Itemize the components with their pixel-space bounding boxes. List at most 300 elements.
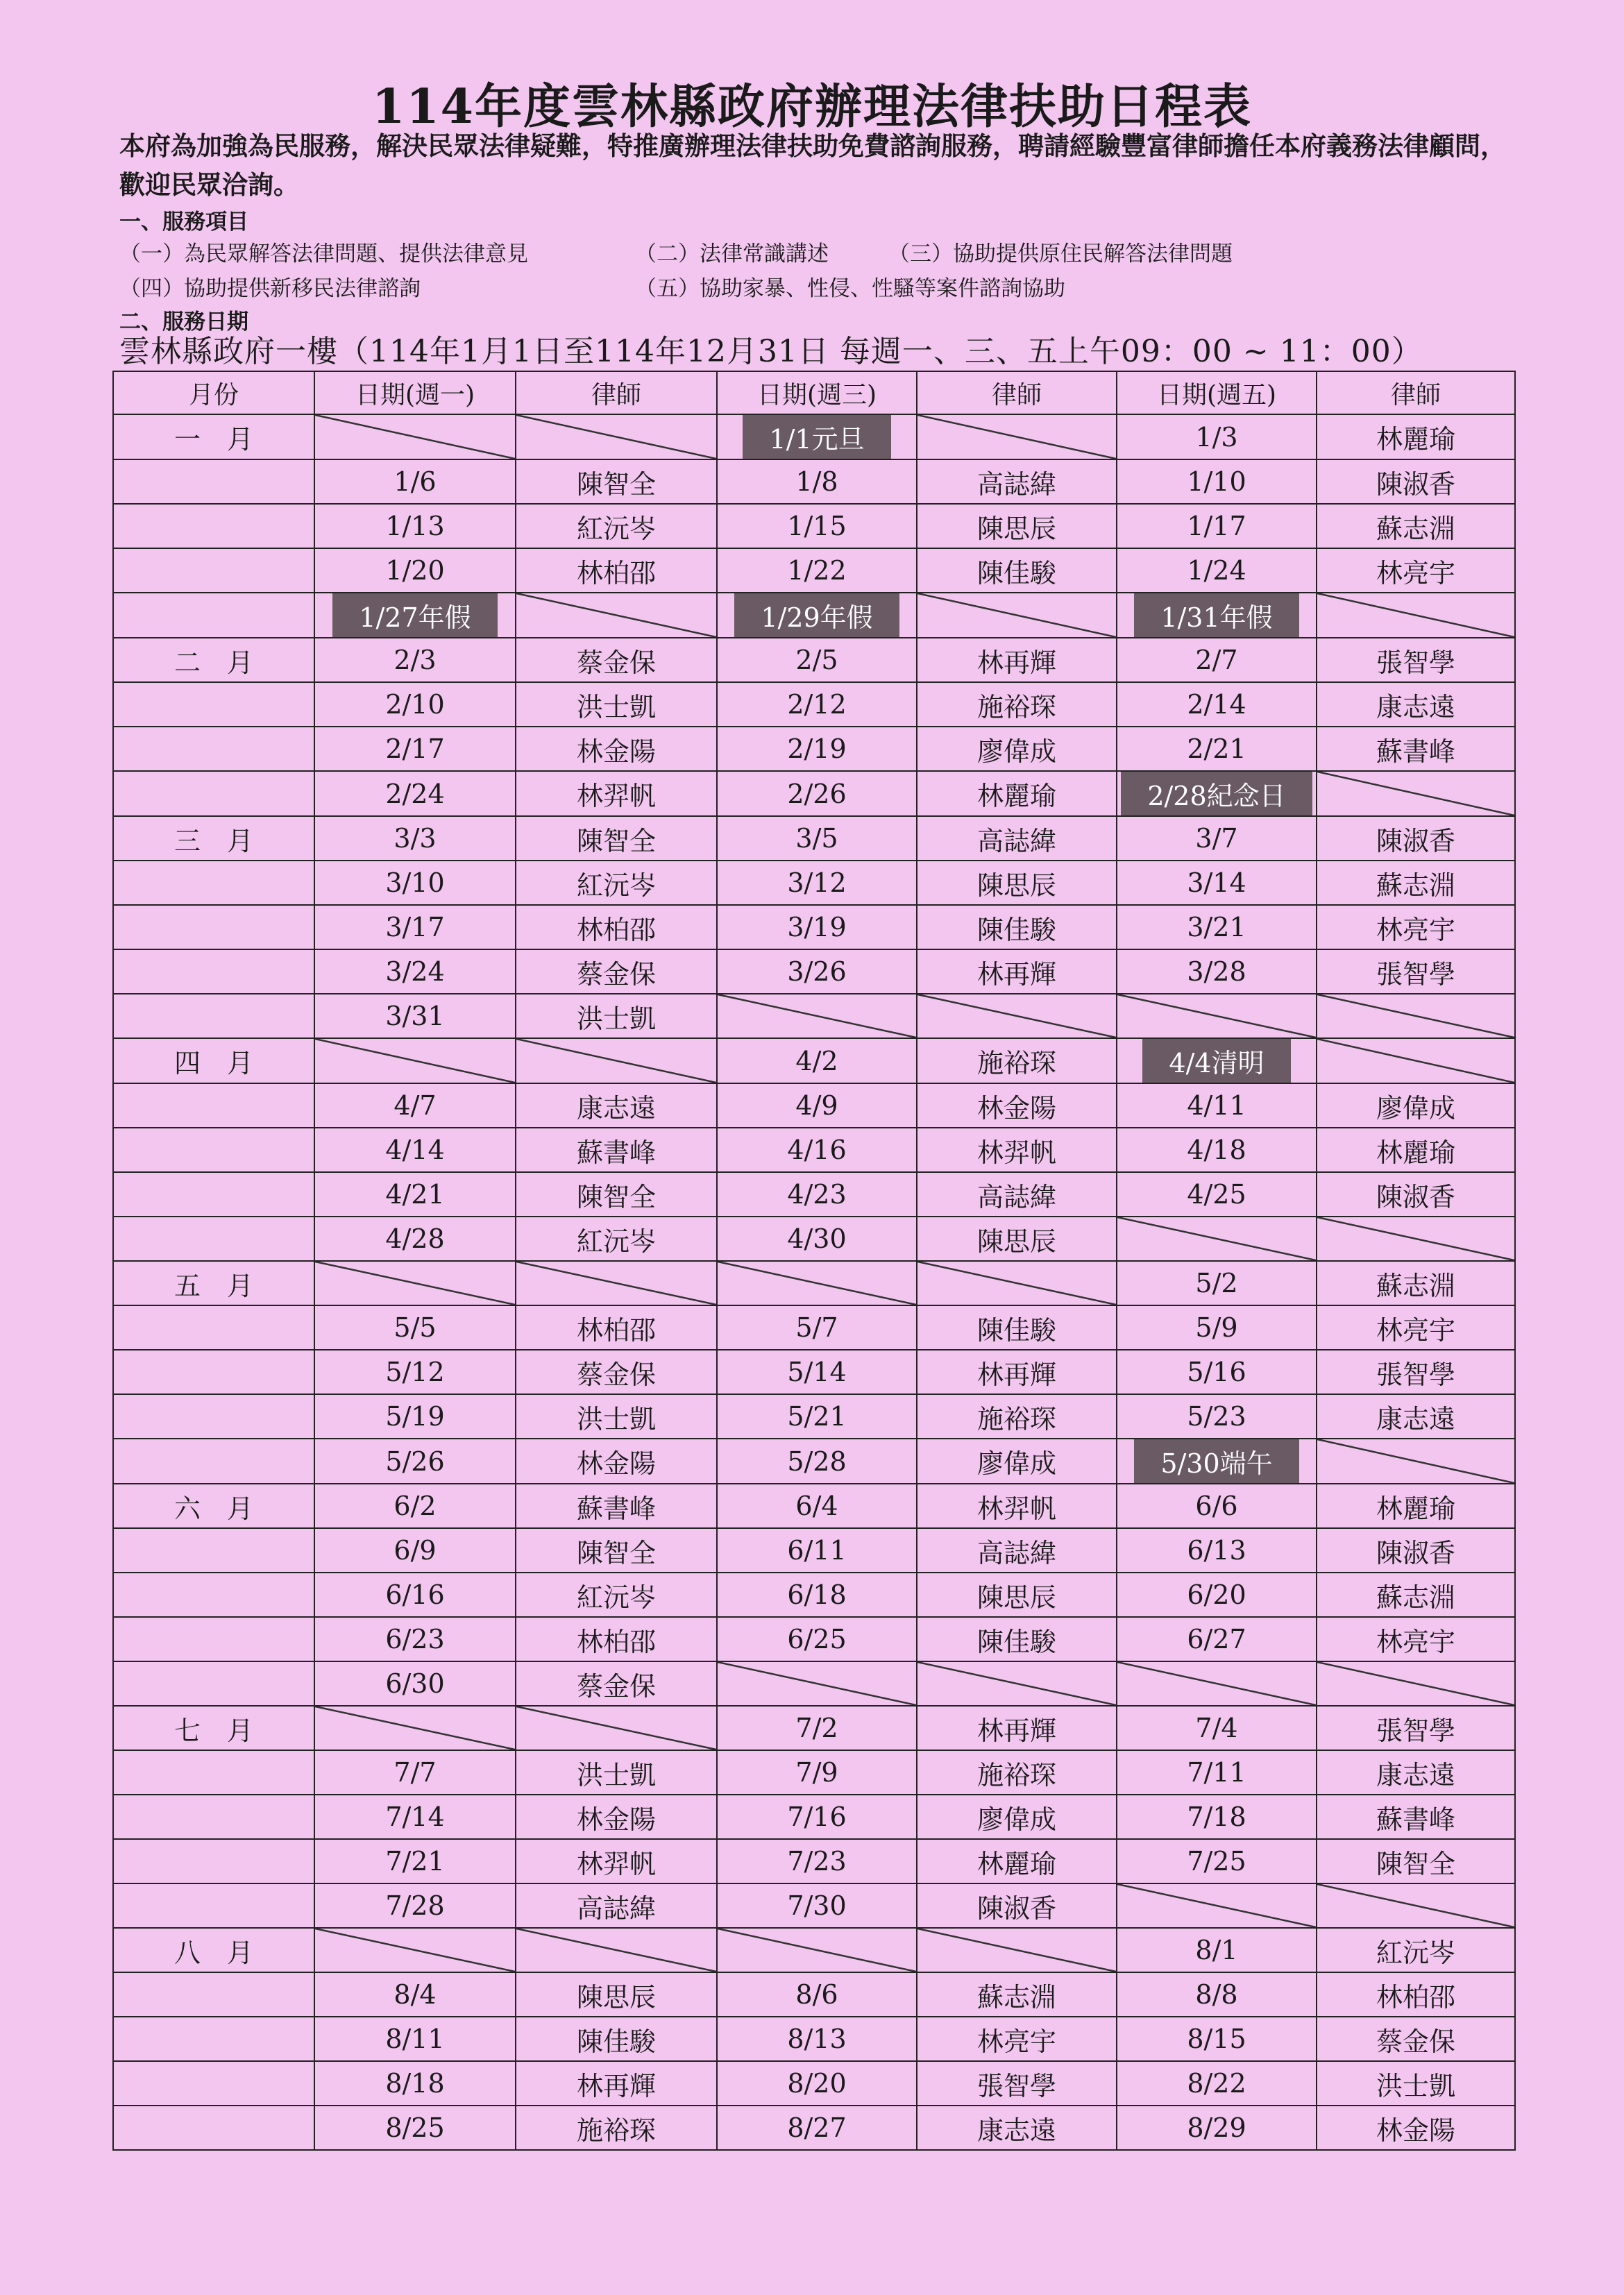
- lawyer-wed-cell: 張智學: [917, 2061, 1117, 2106]
- lawyer-fri-cell: 蘇志淵: [1317, 1261, 1515, 1305]
- lawyer-mon-cell: 林柏邵: [516, 905, 717, 949]
- date-mon-cell: 6/9: [314, 1528, 516, 1573]
- holiday-label: 4/4清明: [1142, 1039, 1290, 1083]
- lawyer-mon-cell: 高誌緯: [516, 1883, 717, 1928]
- empty-slash-cell: [1317, 593, 1515, 638]
- service-item-5: （五）協助家暴、性侵、性騷等案件諮詢協助: [635, 276, 1065, 301]
- date-wed-cell: 3/19: [717, 905, 917, 949]
- lawyer-mon-cell: 陳佳駿: [516, 2017, 717, 2061]
- lawyer-wed-cell: 陳佳駿: [917, 1305, 1117, 1350]
- date-wed-cell: 4/30: [717, 1217, 917, 1261]
- date-mon-cell: 2/10: [314, 682, 516, 727]
- lawyer-wed-cell: 高誌緯: [917, 459, 1117, 504]
- month-cell: [113, 1661, 314, 1706]
- empty-slash-cell: [1117, 1217, 1317, 1261]
- table-row: [113, 949, 1515, 994]
- date-mon-cell: 3/3: [314, 816, 516, 861]
- empty-slash-cell: [1317, 1217, 1515, 1261]
- empty-slash-cell: [314, 1261, 516, 1305]
- month-cell: [113, 1350, 314, 1394]
- date-wed-cell: 4/23: [717, 1172, 917, 1217]
- lawyer-wed-cell: 陳思辰: [917, 861, 1117, 905]
- date-fri-cell: 5/23: [1117, 1394, 1317, 1439]
- empty-slash-cell: [516, 1706, 717, 1750]
- lawyer-mon-cell: 林柏邵: [516, 1305, 717, 1350]
- date-fri-cell: 8/29: [1117, 2106, 1317, 2150]
- table-row: [113, 638, 1515, 682]
- date-mon-cell: 3/31: [314, 994, 516, 1038]
- date-mon-cell: 6/2: [314, 1484, 516, 1528]
- lawyer-mon-cell: 蔡金保: [516, 638, 717, 682]
- month-cell: [113, 1972, 314, 2017]
- section-service-dates: 二、服務日期: [119, 310, 248, 334]
- lawyer-fri-cell: 康志遠: [1317, 1394, 1515, 1439]
- table-row: [113, 905, 1515, 949]
- date-mon-cell: 2/17: [314, 727, 516, 771]
- table-row: [113, 2106, 1515, 2150]
- lawyer-wed-cell: 廖偉成: [917, 727, 1117, 771]
- month-cell: 六 月: [113, 1484, 314, 1528]
- date-wed-cell: 2/12: [717, 682, 917, 727]
- date-fri-cell: 3/21: [1117, 905, 1317, 949]
- date-mon-cell: 6/23: [314, 1617, 516, 1661]
- lawyer-fri-cell: 陳淑香: [1317, 1528, 1515, 1573]
- table-row: [113, 1706, 1515, 1750]
- date-fri-cell: 6/20: [1117, 1573, 1317, 1617]
- empty-slash-cell: [1117, 1883, 1317, 1928]
- empty-slash-cell: [1117, 994, 1317, 1038]
- holiday-label: 1/31年假: [1134, 593, 1299, 637]
- table-row: [113, 1928, 1515, 1972]
- date-mon-cell: 1/20: [314, 548, 516, 593]
- month-cell: [113, 2106, 314, 2150]
- service-item-2: （二）法律常識講述: [635, 242, 829, 266]
- empty-slash-cell: [1317, 771, 1515, 816]
- lawyer-wed-cell: 高誌緯: [917, 1528, 1117, 1573]
- date-mon-cell: 7/28: [314, 1883, 516, 1928]
- lawyer-mon-cell: 蔡金保: [516, 1350, 717, 1394]
- lawyer-fri-cell: 康志遠: [1317, 682, 1515, 727]
- empty-slash-cell: [1117, 1661, 1317, 1706]
- month-cell: [113, 1439, 314, 1484]
- month-cell: [113, 593, 314, 638]
- month-cell: [113, 1172, 314, 1217]
- empty-slash-cell: [917, 994, 1117, 1038]
- lawyer-wed-cell: 陳思辰: [917, 1573, 1117, 1617]
- lawyer-wed-cell: 林麗瑜: [917, 1839, 1117, 1883]
- month-cell: [113, 1795, 314, 1839]
- lawyer-wed-cell: 林羿帆: [917, 1128, 1117, 1172]
- date-wed-cell: 2/19: [717, 727, 917, 771]
- holiday-label: 2/28紀念日: [1121, 772, 1312, 815]
- empty-slash-cell: [516, 1038, 717, 1083]
- date-mon-cell: 5/26: [314, 1439, 516, 1484]
- lawyer-fri-cell: 康志遠: [1317, 1750, 1515, 1795]
- date-fri-cell: 7/18: [1117, 1795, 1317, 1839]
- date-wed-cell: 1/22: [717, 548, 917, 593]
- lawyer-mon-cell: 林金陽: [516, 1439, 717, 1484]
- lawyer-mon-cell: 施裕琛: [516, 2106, 717, 2150]
- date-mon-cell: 5/5: [314, 1305, 516, 1350]
- lawyer-fri-cell: 張智學: [1317, 1706, 1515, 1750]
- date-mon-cell: 4/21: [314, 1172, 516, 1217]
- lawyer-mon-cell: 蔡金保: [516, 949, 717, 994]
- date-mon-cell: 4/14: [314, 1128, 516, 1172]
- service-place-time: 雲林縣政府一樓（114年1月1日至114年12月31日 每週一、三、五上午09：00 ~ 11：00）: [119, 334, 1423, 369]
- date-fri-cell: 4/25: [1117, 1172, 1317, 1217]
- lawyer-wed-cell: 陳思辰: [917, 504, 1117, 548]
- empty-slash-cell: [1317, 1883, 1515, 1928]
- empty-slash-cell: [314, 414, 516, 459]
- lawyer-fri-cell: 林麗瑜: [1317, 1484, 1515, 1528]
- table-row: [113, 1617, 1515, 1661]
- holiday-cell: [1117, 1439, 1317, 1484]
- lawyer-mon-cell: 蘇書峰: [516, 1484, 717, 1528]
- month-cell: [113, 504, 314, 548]
- month-cell: [113, 1839, 314, 1883]
- table-row: [113, 1883, 1515, 1928]
- lawyer-fri-cell: 張智學: [1317, 1350, 1515, 1394]
- lawyer-mon-cell: 紅沅岑: [516, 1217, 717, 1261]
- date-fri-cell: 3/28: [1117, 949, 1317, 994]
- lawyer-fri-cell: 洪士凱: [1317, 2061, 1515, 2106]
- table-row: [113, 816, 1515, 861]
- date-mon-cell: 8/11: [314, 2017, 516, 2061]
- date-fri-cell: 1/10: [1117, 459, 1317, 504]
- date-wed-cell: 3/12: [717, 861, 917, 905]
- lawyer-wed-cell: 林麗瑜: [917, 771, 1117, 816]
- date-fri-cell: 6/27: [1117, 1617, 1317, 1661]
- header-date-wed: 日期(週三): [717, 371, 917, 414]
- header-lawyer-wed: 律師: [917, 371, 1117, 414]
- table-row: [113, 1038, 1515, 1083]
- header-date-mon: 日期(週一): [314, 371, 516, 414]
- lawyer-wed-cell: 施裕琛: [917, 682, 1117, 727]
- lawyer-fri-cell: 廖偉成: [1317, 1083, 1515, 1128]
- lawyer-wed-cell: 廖偉成: [917, 1795, 1117, 1839]
- lawyer-fri-cell: 陳淑香: [1317, 1172, 1515, 1217]
- month-cell: [113, 1528, 314, 1573]
- holiday-cell: [314, 593, 516, 638]
- date-fri-cell: 3/7: [1117, 816, 1317, 861]
- lawyer-fri-cell: 蘇志淵: [1317, 1573, 1515, 1617]
- month-cell: [113, 949, 314, 994]
- month-cell: 二 月: [113, 638, 314, 682]
- lawyer-mon-cell: 紅沅岑: [516, 1573, 717, 1617]
- lawyer-wed-cell: 林羿帆: [917, 1484, 1117, 1528]
- date-wed-cell: 2/5: [717, 638, 917, 682]
- holiday-cell: [1117, 593, 1317, 638]
- table-row: [113, 1350, 1515, 1394]
- date-wed-cell: 7/30: [717, 1883, 917, 1928]
- lawyer-wed-cell: 高誌緯: [917, 1172, 1117, 1217]
- table-row: [113, 1261, 1515, 1305]
- date-fri-cell: 4/11: [1117, 1083, 1317, 1128]
- empty-slash-cell: [917, 414, 1117, 459]
- holiday-cell: [1117, 771, 1317, 816]
- empty-slash-cell: [717, 994, 917, 1038]
- month-cell: [113, 1750, 314, 1795]
- lawyer-fri-cell: 林亮宇: [1317, 1305, 1515, 1350]
- month-cell: [113, 994, 314, 1038]
- lawyer-mon-cell: 陳智全: [516, 459, 717, 504]
- schedule-table: [112, 371, 1516, 2151]
- date-fri-cell: 2/7: [1117, 638, 1317, 682]
- date-wed-cell: 6/11: [717, 1528, 917, 1573]
- date-fri-cell: 2/21: [1117, 727, 1317, 771]
- empty-slash-cell: [917, 1261, 1117, 1305]
- lawyer-mon-cell: 陳智全: [516, 1172, 717, 1217]
- empty-slash-cell: [717, 1661, 917, 1706]
- lawyer-fri-cell: 陳淑香: [1317, 816, 1515, 861]
- date-mon-cell: 5/19: [314, 1394, 516, 1439]
- date-mon-cell: 2/3: [314, 638, 516, 682]
- holiday-label: 1/1元旦: [743, 415, 890, 459]
- lawyer-mon-cell: 紅沅岑: [516, 861, 717, 905]
- lawyer-mon-cell: 林金陽: [516, 1795, 717, 1839]
- date-fri-cell: 6/13: [1117, 1528, 1317, 1573]
- lawyer-fri-cell: 張智學: [1317, 638, 1515, 682]
- table-row: [113, 727, 1515, 771]
- empty-slash-cell: [917, 593, 1117, 638]
- header-month: 月份: [113, 371, 314, 414]
- month-cell: 一 月: [113, 414, 314, 459]
- table-row: [113, 1795, 1515, 1839]
- lawyer-mon-cell: 陳智全: [516, 1528, 717, 1573]
- date-wed-cell: 6/4: [717, 1484, 917, 1528]
- month-cell: [113, 1394, 314, 1439]
- lawyer-wed-cell: 施裕琛: [917, 1394, 1117, 1439]
- empty-slash-cell: [314, 1038, 516, 1083]
- lawyer-wed-cell: 陳佳駿: [917, 905, 1117, 949]
- table-row: [113, 2061, 1515, 2106]
- month-cell: [113, 682, 314, 727]
- table-row: [113, 1217, 1515, 1261]
- date-mon-cell: 2/24: [314, 771, 516, 816]
- lawyer-fri-cell: 張智學: [1317, 949, 1515, 994]
- holiday-label: 5/30端午: [1134, 1439, 1299, 1483]
- table-row: [113, 1573, 1515, 1617]
- lawyer-mon-cell: 林柏邵: [516, 548, 717, 593]
- table-row: [113, 861, 1515, 905]
- month-cell: [113, 905, 314, 949]
- month-cell: [113, 727, 314, 771]
- lawyer-wed-cell: 陳佳駿: [917, 548, 1117, 593]
- date-wed-cell: 4/16: [717, 1128, 917, 1172]
- date-fri-cell: 8/1: [1117, 1928, 1317, 1972]
- month-cell: 八 月: [113, 1928, 314, 1972]
- header-lawyer-fri: 律師: [1317, 371, 1515, 414]
- month-cell: [113, 1573, 314, 1617]
- date-wed-cell: 4/9: [717, 1083, 917, 1128]
- date-wed-cell: 7/2: [717, 1706, 917, 1750]
- month-cell: [113, 1305, 314, 1350]
- empty-slash-cell: [717, 1261, 917, 1305]
- date-wed-cell: 6/18: [717, 1573, 917, 1617]
- lawyer-mon-cell: 洪士凱: [516, 682, 717, 727]
- service-item-3: （三）協助提供原住民解答法律問題: [888, 242, 1233, 266]
- lawyer-mon-cell: 洪士凱: [516, 1394, 717, 1439]
- lawyer-wed-cell: 林再輝: [917, 1706, 1117, 1750]
- date-wed-cell: 1/8: [717, 459, 917, 504]
- table-row: [113, 1972, 1515, 2017]
- lawyer-fri-cell: 紅沅岑: [1317, 1928, 1515, 1972]
- date-mon-cell: 7/14: [314, 1795, 516, 1839]
- date-mon-cell: 4/7: [314, 1083, 516, 1128]
- lawyer-wed-cell: 林金陽: [917, 1083, 1117, 1128]
- service-item-1: （一）為民眾解答法律問題、提供法律意見: [119, 242, 528, 266]
- date-fri-cell: 8/15: [1117, 2017, 1317, 2061]
- table-row: [113, 414, 1515, 459]
- date-wed-cell: 8/20: [717, 2061, 917, 2106]
- date-mon-cell: 5/12: [314, 1350, 516, 1394]
- date-fri-cell: 1/17: [1117, 504, 1317, 548]
- lawyer-wed-cell: 高誌緯: [917, 816, 1117, 861]
- lawyer-fri-cell: 蘇志淵: [1317, 504, 1515, 548]
- date-fri-cell: 7/11: [1117, 1750, 1317, 1795]
- table-row: [113, 1172, 1515, 1217]
- date-fri-cell: 8/8: [1117, 1972, 1317, 2017]
- table-row: [113, 994, 1515, 1038]
- lawyer-fri-cell: 林麗瑜: [1317, 414, 1515, 459]
- month-cell: [113, 1128, 314, 1172]
- table-row: [113, 548, 1515, 593]
- month-cell: [113, 459, 314, 504]
- holiday-label: 1/27年假: [332, 593, 497, 637]
- lawyer-fri-cell: 林柏邵: [1317, 1972, 1515, 2017]
- lawyer-fri-cell: 陳淑香: [1317, 459, 1515, 504]
- lawyer-mon-cell: 康志遠: [516, 1083, 717, 1128]
- month-cell: 五 月: [113, 1261, 314, 1305]
- table-row: [113, 1839, 1515, 1883]
- lawyer-wed-cell: 林亮宇: [917, 2017, 1117, 2061]
- holiday-label: 1/29年假: [734, 593, 899, 637]
- date-wed-cell: 8/27: [717, 2106, 917, 2150]
- lawyer-mon-cell: 蔡金保: [516, 1661, 717, 1706]
- lawyer-fri-cell: 蔡金保: [1317, 2017, 1515, 2061]
- table-row: [113, 1083, 1515, 1128]
- table-row: [113, 682, 1515, 727]
- lawyer-mon-cell: 洪士凱: [516, 994, 717, 1038]
- date-fri-cell: 8/22: [1117, 2061, 1317, 2106]
- month-cell: [113, 771, 314, 816]
- date-fri-cell: 5/2: [1117, 1261, 1317, 1305]
- lawyer-fri-cell: 林麗瑜: [1317, 1128, 1515, 1172]
- lawyer-mon-cell: 紅沅岑: [516, 504, 717, 548]
- lawyer-wed-cell: 施裕琛: [917, 1038, 1117, 1083]
- lawyer-mon-cell: 林柏邵: [516, 1617, 717, 1661]
- lawyer-wed-cell: 陳淑香: [917, 1883, 1117, 1928]
- lawyer-mon-cell: 林羿帆: [516, 1839, 717, 1883]
- lawyer-wed-cell: 陳思辰: [917, 1217, 1117, 1261]
- date-mon-cell: 3/24: [314, 949, 516, 994]
- date-fri-cell: 3/14: [1117, 861, 1317, 905]
- month-cell: 四 月: [113, 1038, 314, 1083]
- holiday-cell: [717, 593, 917, 638]
- table-row: [113, 1128, 1515, 1172]
- holiday-cell: [1117, 1038, 1317, 1083]
- month-cell: [113, 548, 314, 593]
- month-cell: [113, 2017, 314, 2061]
- date-fri-cell: 1/24: [1117, 548, 1317, 593]
- date-mon-cell: 7/7: [314, 1750, 516, 1795]
- date-wed-cell: 5/7: [717, 1305, 917, 1350]
- date-mon-cell: 3/10: [314, 861, 516, 905]
- table-row: [113, 1528, 1515, 1573]
- empty-slash-cell: [917, 1661, 1117, 1706]
- date-wed-cell: 2/26: [717, 771, 917, 816]
- table-row: [113, 2017, 1515, 2061]
- date-wed-cell: 6/25: [717, 1617, 917, 1661]
- empty-slash-cell: [917, 1928, 1117, 1972]
- date-mon-cell: 8/18: [314, 2061, 516, 2106]
- date-fri-cell: 4/18: [1117, 1128, 1317, 1172]
- lawyer-mon-cell: 洪士凱: [516, 1750, 717, 1795]
- month-cell: [113, 1217, 314, 1261]
- header-date-fri: 日期(週五): [1117, 371, 1317, 414]
- page-title: 114年度雲林縣政府辦理法律扶助日程表: [372, 79, 1252, 135]
- lawyer-wed-cell: 施裕琛: [917, 1750, 1117, 1795]
- lawyer-mon-cell: 陳思辰: [516, 1972, 717, 2017]
- date-wed-cell: 7/23: [717, 1839, 917, 1883]
- date-fri-cell: 7/4: [1117, 1706, 1317, 1750]
- lawyer-fri-cell: 林亮宇: [1317, 905, 1515, 949]
- empty-slash-cell: [516, 1928, 717, 1972]
- table-row: [113, 1661, 1515, 1706]
- lawyer-wed-cell: 陳佳駿: [917, 1617, 1117, 1661]
- table-row: [113, 1305, 1515, 1350]
- lawyer-wed-cell: 廖偉成: [917, 1439, 1117, 1484]
- date-mon-cell: 8/4: [314, 1972, 516, 2017]
- date-wed-cell: 1/15: [717, 504, 917, 548]
- date-mon-cell: 1/13: [314, 504, 516, 548]
- empty-slash-cell: [314, 1928, 516, 1972]
- lawyer-wed-cell: 林再輝: [917, 1350, 1117, 1394]
- date-fri-cell: 5/16: [1117, 1350, 1317, 1394]
- date-fri-cell: 2/14: [1117, 682, 1317, 727]
- lawyer-wed-cell: 林再輝: [917, 949, 1117, 994]
- lawyer-fri-cell: 蘇志淵: [1317, 861, 1515, 905]
- date-wed-cell: 3/26: [717, 949, 917, 994]
- date-wed-cell: 7/16: [717, 1795, 917, 1839]
- empty-slash-cell: [1317, 1661, 1515, 1706]
- date-wed-cell: 4/2: [717, 1038, 917, 1083]
- date-mon-cell: 1/6: [314, 459, 516, 504]
- empty-slash-cell: [516, 593, 717, 638]
- lawyer-fri-cell: 林金陽: [1317, 2106, 1515, 2150]
- table-header-row: [113, 371, 1515, 414]
- empty-slash-cell: [717, 1928, 917, 1972]
- table-row: [113, 1439, 1515, 1484]
- empty-slash-cell: [314, 1706, 516, 1750]
- date-mon-cell: 7/21: [314, 1839, 516, 1883]
- month-cell: [113, 1083, 314, 1128]
- month-cell: [113, 1883, 314, 1928]
- month-cell: [113, 1617, 314, 1661]
- lawyer-wed-cell: 康志遠: [917, 2106, 1117, 2150]
- date-fri-cell: 7/25: [1117, 1839, 1317, 1883]
- lawyer-mon-cell: 陳智全: [516, 816, 717, 861]
- table-row: [113, 1750, 1515, 1795]
- date-wed-cell: 7/9: [717, 1750, 917, 1795]
- intro-paragraph: 本府為加強為民服務，解決民眾法律疑難，特推廣辦理法律扶助免費諮詢服務，聘請經驗豐富律師擔任本府義務法律顧問，歡迎民眾洽詢。: [119, 130, 1506, 200]
- date-wed-cell: 8/6: [717, 1972, 917, 2017]
- date-wed-cell: 5/14: [717, 1350, 917, 1394]
- table-row: [113, 771, 1515, 816]
- date-wed-cell: 5/28: [717, 1439, 917, 1484]
- date-fri-cell: 5/9: [1117, 1305, 1317, 1350]
- holiday-cell: [717, 414, 917, 459]
